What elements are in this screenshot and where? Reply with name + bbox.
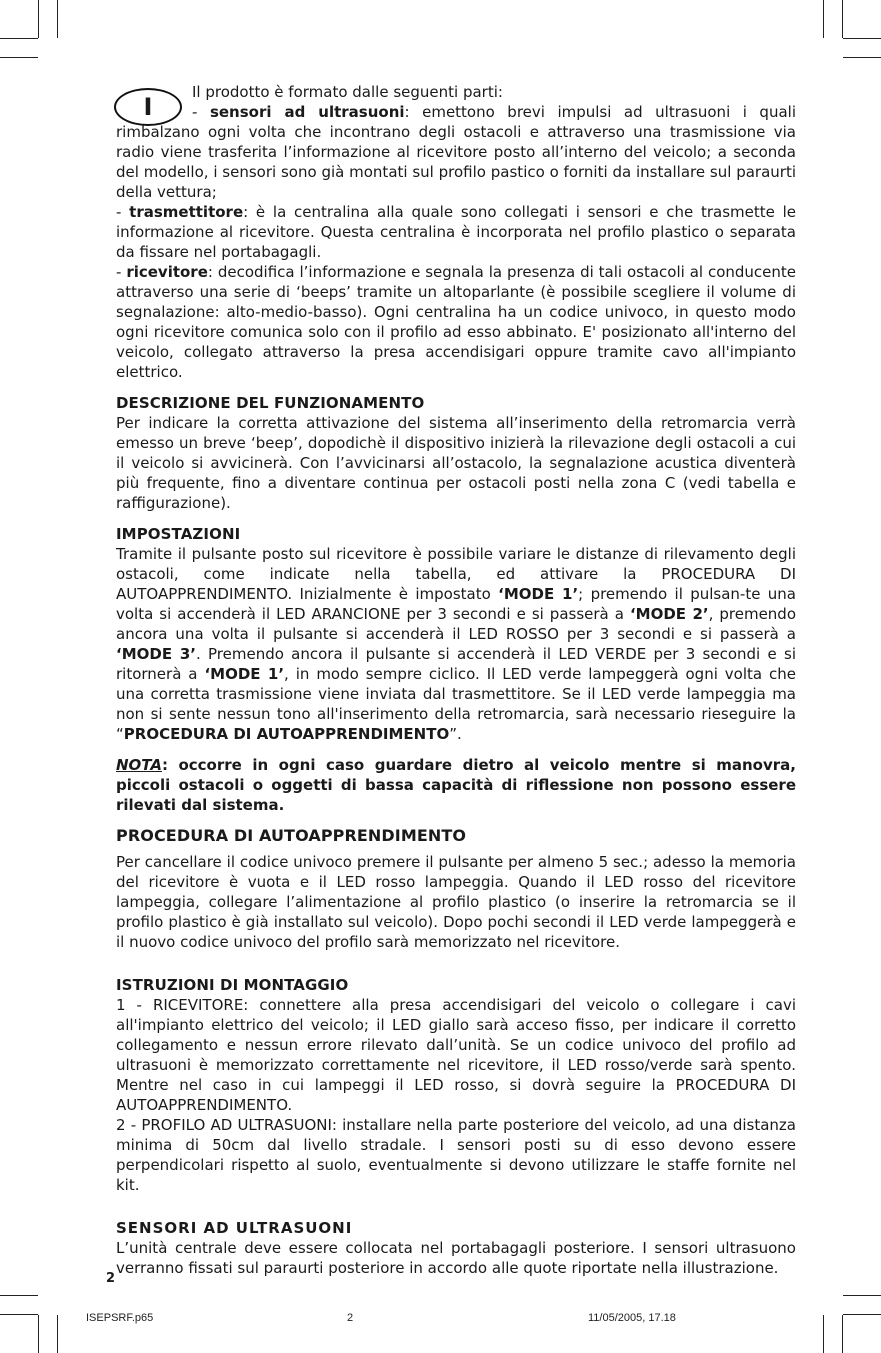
crop-mark (843, 1314, 881, 1315)
part-sensors: - sensori ad ultrasuoni: emettono brevi impulsi ad ultrasuoni i quali rimbalzano ogni volta che incontrano degli ostacoli e attraverso una trasmissione via radio viene trasferita l’informazione al ricevitore posto all’interno del veicolo; a seconda del modello, i sensori sono già montati sul profilo pastico o forniti da installare sul paraurti della vettura; (116, 103, 796, 201)
section-sensori (116, 1218, 796, 1278)
section-body: L’unità centrale deve essere collocata nel portabagagli posteriore. I sensori ultrasuono verranno fissati sul paraurti posteriore in accordo alle quote riportate nella illustrazione. (116, 1239, 796, 1277)
crop-mark (57, 1315, 58, 1353)
nota-text: NOTA: occorre in ogni caso guardare dietro al veicolo mentre si manovra, piccoli ostacoli o oggetti di bassa capacità di riflessione non possono essere rilevati dal sistema. (116, 756, 796, 814)
footer-datetime: 11/05/2005, 17.18 (588, 1312, 676, 1324)
section-impostazioni (116, 524, 796, 744)
crop-mark (0, 38, 38, 39)
crop-mark (842, 1315, 843, 1353)
section-body: Per cancellare il codice univoco premere il pulsante per almeno 5 sec.; adesso la memoria del ricevitore è vuota e il LED rosso lampeggia. Quando il LED rosso del ricevitore lampeggia, collegare l’alimentazione al profilo plastico (o inserire la retromarcia se il profilo plastico è già installato sul veicolo). Dopo pochi secondi il LED verde lampeggerà e il nuovo codice univoco del profilo sarà memorizzato nel ricevitore. (116, 853, 796, 951)
part-term: trasmettitore (129, 203, 244, 221)
page-content (116, 82, 796, 1278)
section-title: IMPOSTAZIONI (116, 525, 241, 543)
crop-mark (843, 38, 881, 39)
crop-mark (843, 57, 881, 58)
section-title: PROCEDURA DI AUTOAPPRENDIMENTO (116, 826, 467, 845)
crop-mark (57, 0, 58, 38)
section-title: DESCRIZIONE DEL FUNZIONAMENTO (116, 394, 425, 412)
crop-mark (38, 1315, 39, 1353)
section-title: SENSORI AD ULTRASUONI (116, 1219, 353, 1237)
crop-mark (0, 57, 38, 58)
section-istruzioni (116, 975, 796, 1195)
section-body: Tramite il pulsante posto sul ricevitore è possibile variare le distanze di rilevamento degli ostacoli, come indicate nella tabella, ed attivare la PROCEDURA DI AUTOAPPRENDIMENTO. Inizialmente è impostato ‘MODE 1’; premendo il pulsan-te una volta si accenderà il LED ARANCIONE per 3 secondi e si passerà a ‘MODE 2’, premendo ancora una volta il pulsante si accenderà il LED ROSSO per 3 secondi e si passerà a ‘MODE 3’. Premendo ancora il pulsante si accenderà il LED VERDE per 3 secondi e si ritornerà a ‘MODE 1’, in modo sempre ciclico. Il LED verde lampeggerà ogni volta che una corretta trasmissione viene inviata dal trasmettitore. Se il LED verde lampeggia ma non si sente nessun tono all'inserimento della retromarcia, sarà necessario rieseguire la “PROCEDURA DI AUTOAPPRENDIMENTO”. (116, 545, 797, 743)
footer-file: ISEPSRF.p65 (86, 1312, 154, 1324)
nota-label: NOTA (116, 756, 162, 774)
section-procedura (116, 826, 796, 952)
nota-block (116, 755, 796, 815)
crop-mark (0, 1295, 38, 1296)
crop-mark (842, 0, 843, 38)
part-receiver: - ricevitore: decodifica l’informazione e segnala la presenza di tali ostacoli al conducente attraverso una serie di ‘beeps’ tramite un altoparlante (è possibile scegliere il volume di segnalazione: alto-medio-basso). Ogni centralina ha un codice univoco, in questo modo ogni ricevitore comunica solo con il profilo ad esso abbinato. E' posizionato all'interno del veicolo, collegato attraverso la presa accendisigari oppure tramite cavo all'impianto elettrico. (116, 263, 796, 381)
crop-mark (843, 1295, 881, 1296)
section-body: Per indicare la corretta attivazione del sistema all’inserimento della retromarcia verrà emesso un breve ‘beep’, dopodichè il dispositivo inizierà la rilevazione degli ostacoli a cui il veicolo si avvicinerà. Con l’avvicinarsi all’ostacolo, la segnalazione acustica diventerà più frequente, fino a diventare continua per ostacoli posti nella zona C (vedi tabella e raffigurazione). (116, 414, 796, 512)
part-term: ricevitore (126, 263, 208, 281)
footer-page: 2 (347, 1312, 354, 1324)
crop-mark (0, 1314, 38, 1315)
language-badge: I (114, 88, 182, 126)
section-body: 2 - PROFILO AD ULTRASUONI: installare nella parte posteriore del veicolo, ad una distanza minima di 50cm dal livello stradale. I sensori posti su di esso devono essere perpendicolari rispetto al suolo, eventualmente si devono utilizzare le staffe fornite nel kit. (116, 1116, 796, 1194)
part-term: sensori ad ultrasuoni (209, 103, 405, 121)
intro-text: Il prodotto è formato dalle seguenti parti: (192, 83, 503, 101)
crop-mark (823, 0, 824, 38)
part-transmitter: - trasmettitore: è la centralina alla quale sono collegati i sensori e che trasmette le informazione al ricevitore. Questa centralina è incorporata nel profilo plastico o separata da fissare nel portabagagli. (116, 203, 797, 261)
section-descrizione (116, 393, 796, 513)
crop-mark (38, 0, 39, 38)
section-body: 1 - RICEVITORE: connettere alla presa accendisigari del veicolo o collegare i cavi all'impianto elettrico del veicolo; il LED giallo sarà acceso fisso, per indicare il corretto collegamento e nessun errore rilevato dall’unità. Se un codice univoco del profilo ad ultrasuoni è memorizzato correttamente nel ricevitore, il LED rosso/verde sarà spento. Mentre nel caso in cui lampeggi il LED rosso, si dovrà seguire la PROCEDURA DI AUTOAPPRENDIMENTO. (116, 996, 796, 1114)
section-title: ISTRUZIONI DI MONTAGGIO (116, 976, 349, 994)
crop-mark (823, 1315, 824, 1353)
page-number: 2 (106, 1271, 116, 1286)
